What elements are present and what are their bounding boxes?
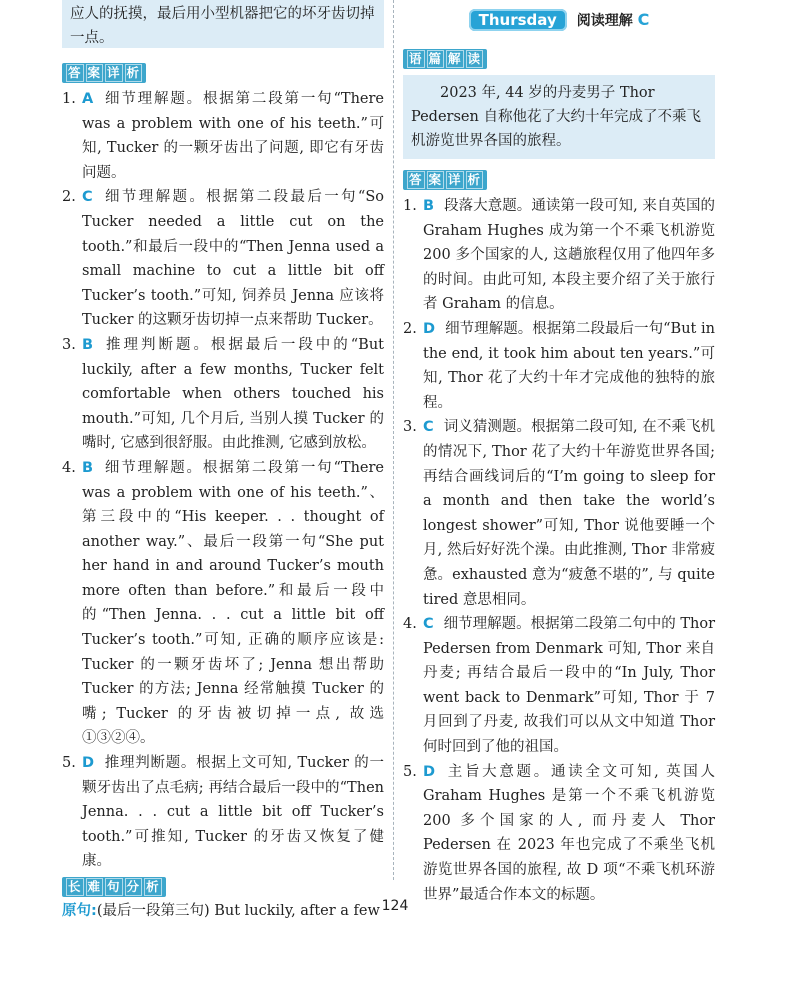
answer-item: 3. B 推理判断题。根据最后一段中的“But luckily, after a few months, Tucker felt comfortable when others touched his mouth.”可知, 几个月后, 当别人摸 Tucker 的嘴时, 它感到很舒服。由此推测, 它感到放松。 xyxy=(62,336,384,452)
answer-item: 1. A 细节理解题。根据第二段第一句“There was a problem with one of his teeth.”可知, Tucker 的一颗牙齿出了问题, 即它有牙齿问题。 xyxy=(62,91,384,181)
passage-ending-box: 应人的抚摸，最后用小型机器把它的坏牙齿切掉一点。 xyxy=(62,0,384,48)
column-divider xyxy=(393,0,394,880)
answer-item: 3. C 词义猜测题。根据第二段可知, 在不乘飞机的情况下, Thor 花了大约十年游览世界各国; 再结合画线词后的“I’m going to sleep for a month and then take the world’s longest shower”可知, Thor 说他要睡一个月, 然后好好洗个澡。由此推测, Thor 非常疲惫。exhausted 意为“疲惫不堪的”, 与 quite tired 意思相同。 xyxy=(403,419,715,608)
answer-item: 2. D 细节理解题。根据第二段最后一句“But in the end, it took him about ten years.”可知, Thor 花了大约十年才完成他的独特的旅程。 xyxy=(403,320,715,411)
reading-analysis-tag: 语 篇 解 读 xyxy=(403,49,487,69)
answer-item: 5. D 主旨大意题。通读全文可知, 英国人 Graham Hughes 是第一个不乘飞机游览 200 多个国家的人, 而丹麦人 Thor Pedersen 在 2023 年也完成了不乘坐飞机游览世界各国的旅程, 故 D 项“不乘飞机环游世界”最适合作本文的标题。 xyxy=(403,763,715,903)
left-column xyxy=(62,0,384,923)
summary-box: 2023 年, 44 岁的丹麦男子 Thor Pedersen 自称他花了大约十年完成了不乘飞机游览世界各国的旅程。 xyxy=(403,75,715,159)
answer-analysis-tag: 答 案 详 析 xyxy=(403,170,487,190)
answer-item: 2. C 细节理解题。根据第二段最后一句“So Tucker needed a little cut on the tooth.”和最后一段中的“Then Jenna used a small machine to cut a little bit off Tucker’s tooth.”可知, 饲养员 Jenna 应该将 Tucker 的这颗牙齿切掉一点来帮助 Tucker。 xyxy=(62,189,384,329)
original-label: 原句: xyxy=(62,903,97,919)
answer-item: 4. B 细节理解题。根据第二段第一句“There was a problem with one of his teeth.”、第三段中的“His keeper. . . thought of another way.”、最后一段第一句“She put her hand in and around Tucker’s mouth more often than before.”和最后一段中的“Then Jenna. . . cut a little bit off Tucker’s tooth.”可知, 正确的顺序应该是: Tucker 的一颗牙齿坏了; Jenna 想出帮助 Tucker 的方法; Jenna 经常触摸 Tucker 的嘴; Tucker 的牙齿被切掉一点, 故选①③②④。 xyxy=(62,459,384,747)
right-column xyxy=(403,0,715,907)
original-sentence: 原句:(最后一段第三句) But luckily, after a few xyxy=(62,903,380,919)
sentence-analysis-tag: 长 难 句 分 析 xyxy=(62,877,166,897)
day-badge: Thursday xyxy=(469,9,567,31)
answer-item: 5. D 推理判断题。根据上文可知, Tucker 的一颗牙齿出了点毛病; 再结合最后一段中的“Then Jenna. . . cut a little bit off Tucker’s tooth.”可推知, Tucker 的牙齿又恢复了健康。 xyxy=(62,755,384,870)
section-title: 阅读理解 C xyxy=(576,10,650,29)
page-number: 124 xyxy=(381,898,409,914)
answer-item: 4. C 细节理解题。根据第二段第二句中的 Thor Pedersen from Denmark 可知, Thor 来自丹麦; 再结合最后一段中的“In July, Thor went back to Denmark”可知, Thor 于 7 月回到了丹麦, 故我们可以从文中知道 Thor 何时回到了他的祖国。 xyxy=(403,616,715,756)
answer-analysis-tag: 答 案 详 析 xyxy=(62,63,146,83)
section-header xyxy=(403,0,715,40)
answer-item: 1. B 段落大意题。通读第一段可知, 来自英国的 Graham Hughes 成为第一个不乘飞机游览 200 多个国家的人, 这趟旅程仅用了他四年多的时间。由此可知, 本段主要介绍了关于旅行者 Graham 的信息。 xyxy=(403,198,715,313)
